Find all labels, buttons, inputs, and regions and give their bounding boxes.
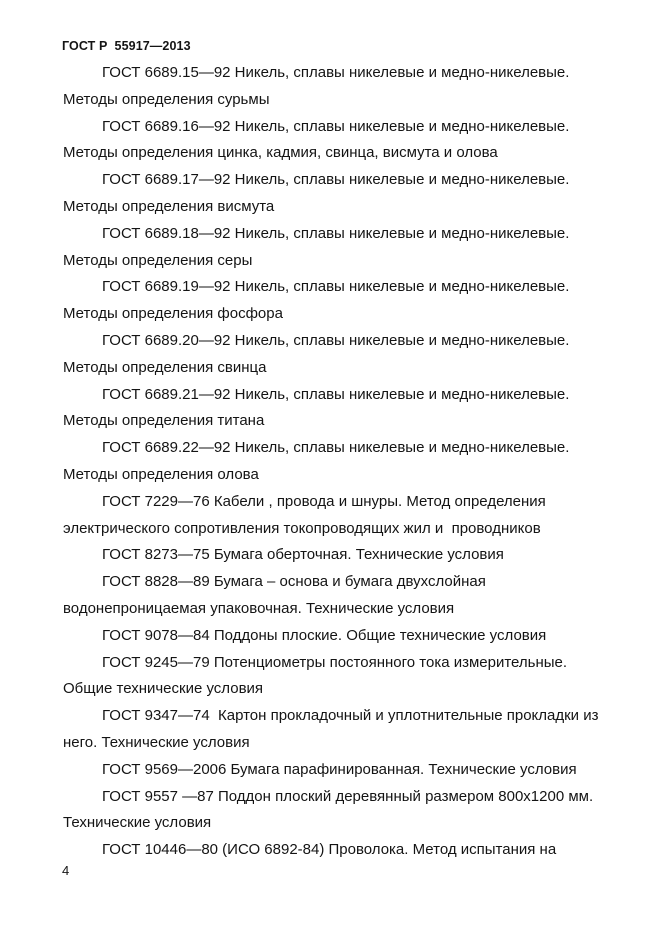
reference-title: ГОСТ 6689.16—92 Никель, сплавы никелевые и медно-никелевые. [102, 117, 570, 135]
reference-title: ГОСТ 6689.22—92 Никель, сплавы никелевые и медно-никелевые. [102, 439, 570, 457]
reference-title: ГОСТ 9347—74 Картон прокладочный и уплотнительные прокладки из [102, 707, 599, 725]
reference-item [63, 60, 623, 114]
reference-item [63, 435, 623, 489]
reference-title: ГОСТ 9245—79 Потенциометры постоянного тока измерительные. [102, 653, 568, 671]
reference-continuation: Методы определения сурьмы [63, 90, 270, 108]
reference-continuation: него. Технические условия [63, 733, 250, 751]
reference-title: ГОСТ 10446—80 (ИСО 6892-84) Проволока. Метод испытания на [102, 841, 557, 859]
reference-item [63, 221, 623, 275]
references-list [63, 60, 623, 864]
reference-item [63, 114, 623, 168]
reference-continuation: электрического сопротивления токопроводящих жил и проводников [63, 519, 541, 537]
reference-item [63, 167, 623, 221]
reference-continuation: Методы определения олова [63, 465, 259, 483]
reference-continuation: Методы определения висмута [63, 197, 275, 215]
page-number: 4 [62, 863, 70, 878]
reference-title: ГОСТ 6689.17—92 Никель, сплавы никелевые и медно-никелевые. [102, 171, 570, 189]
reference-title: ГОСТ 9078—84 Поддоны плоские. Общие технические условия [102, 626, 547, 644]
reference-title: ГОСТ 9557 —87 Поддон плоский деревянный размером 800х1200 мм. [102, 787, 594, 805]
document-header: ГОСТ Р 55917—2013 [62, 39, 191, 53]
reference-item [63, 328, 623, 382]
reference-item [63, 623, 623, 650]
reference-item [63, 569, 623, 623]
reference-title: ГОСТ 6689.21—92 Никель, сплавы никелевые и медно-никелевые. [102, 385, 570, 403]
reference-continuation: Общие технические условия [63, 680, 264, 698]
reference-title: ГОСТ 9569—2006 Бумага парафинированная. Технические условия [102, 760, 577, 778]
reference-title: ГОСТ 7229—76 Кабели , провода и шнуры. Метод определения [102, 492, 546, 510]
reference-item [63, 757, 623, 784]
reference-title: ГОСТ 6689.20—92 Никель, сплавы никелевые и медно-никелевые. [102, 331, 570, 349]
reference-continuation: Методы определения серы [63, 251, 253, 269]
reference-continuation: водонепроницаемая упаковочная. Технические условия [63, 599, 455, 617]
reference-item [63, 382, 623, 436]
reference-continuation: Методы определения цинка, кадмия, свинца, висмута и олова [63, 144, 498, 162]
reference-title: ГОСТ 8828—89 Бумага – основа и бумага двухслойная [102, 573, 486, 591]
reference-item [63, 542, 623, 569]
reference-title: ГОСТ 6689.18—92 Никель, сплавы никелевые и медно-никелевые. [102, 224, 570, 242]
reference-continuation: Методы определения титана [63, 412, 265, 430]
reference-item [63, 703, 623, 757]
reference-item [63, 784, 623, 838]
reference-title: ГОСТ 6689.19—92 Никель, сплавы никелевые и медно-никелевые. [102, 278, 570, 296]
reference-item [63, 274, 623, 328]
reference-continuation: Методы определения фосфора [63, 305, 283, 323]
reference-continuation: Методы определения свинца [63, 358, 267, 376]
reference-continuation: Технические условия [63, 814, 212, 832]
reference-item [63, 650, 623, 704]
reference-item [63, 489, 623, 543]
reference-item [63, 837, 623, 864]
reference-title: ГОСТ 8273—75 Бумага оберточная. Технические условия [102, 546, 504, 564]
reference-title: ГОСТ 6689.15—92 Никель, сплавы никелевые и медно-никелевые. [102, 64, 570, 81]
